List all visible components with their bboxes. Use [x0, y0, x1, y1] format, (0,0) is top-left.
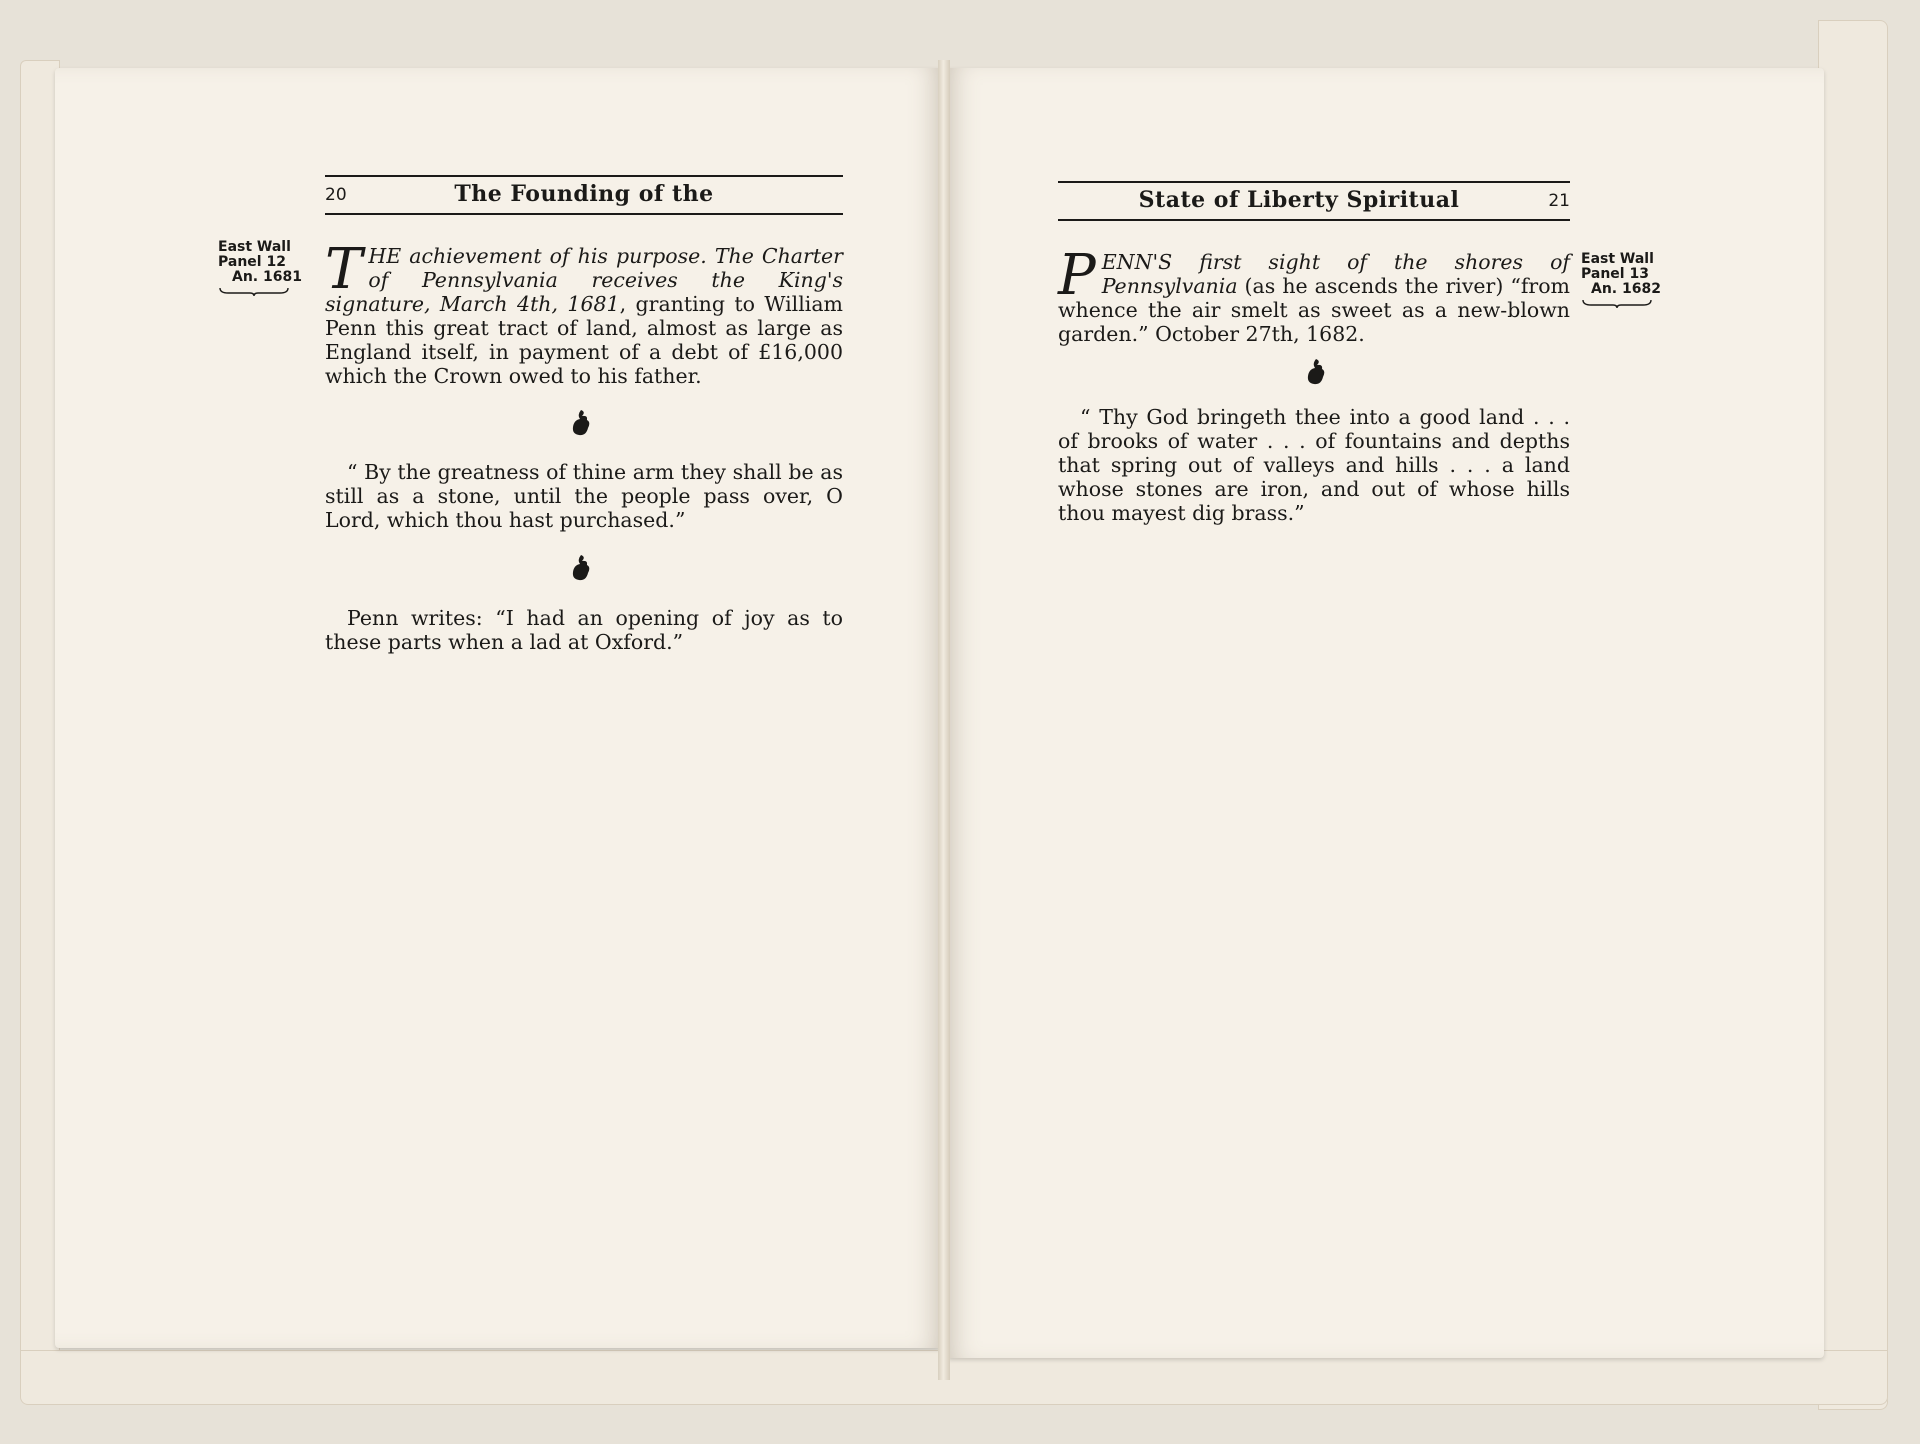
- left-scripture-quote: “ By the greatness of thine arm they shall be as still as a stone, until the people pass over, O Lord, which thou hast purchased.”: [325, 460, 843, 532]
- left-folio: 20: [325, 185, 347, 205]
- left-note-year: An. 1681: [232, 269, 302, 285]
- left-page-edge: [20, 60, 60, 1370]
- brace-icon: [218, 287, 290, 297]
- right-body-paragraph: [1058, 243, 1570, 346]
- fleuron-icon: [1305, 357, 1327, 387]
- right-body-italic: ENN'S first sight of the shores of Pennsylvania: [1101, 250, 1570, 298]
- fleuron-icon: [570, 408, 592, 438]
- left-note-panel: Panel 12: [218, 254, 286, 270]
- left-note-wall: East Wall: [218, 239, 291, 255]
- right-running-head: [1058, 181, 1570, 221]
- left-running-head: [325, 175, 843, 215]
- right-folio: 21: [1548, 191, 1570, 211]
- book-gutter: [938, 60, 950, 1380]
- right-note-panel: Panel 13: [1581, 266, 1649, 282]
- left-body-italic: HE achievement of his purpose. The Charter of Pennsylvania receives the King's signature, March 4th, 1681: [325, 244, 843, 316]
- bottom-page-edge: [20, 1350, 1888, 1405]
- left-body-roman: , granting to William Penn this great tract of land, almost as large as England itself, in payment of a debt of £16,000 which the Crown owed to his father.: [325, 292, 843, 388]
- fleuron-icon: [570, 553, 592, 583]
- right-scripture-quote: “ Thy God bringeth thee into a good land . . . of brooks of water . . . of fountains and depths that spring out of valleys and hills . . . a land whose stones are iron, and out of whose hills thou mayest dig brass.”: [1058, 405, 1570, 525]
- right-dropcap: P: [1058, 243, 1096, 308]
- right-body-roman: (as he ascends the river) “from whence the air smelt as sweet as a new-blown garden.” October 27th, 1682.: [1058, 274, 1570, 346]
- left-margin-note: [218, 240, 302, 297]
- left-body-paragraph: [325, 237, 843, 388]
- left-penn-quote: Penn writes: “I had an opening of joy as to these parts when a lad at Oxford.”: [325, 606, 843, 654]
- right-note-year: An. 1682: [1591, 281, 1661, 297]
- right-page-edge: [1818, 20, 1888, 1410]
- right-margin-note: [1581, 252, 1661, 309]
- left-running-title: The Founding of the: [454, 181, 714, 207]
- right-running-title: State of Liberty Spiritual: [1138, 187, 1460, 213]
- right-note-wall: East Wall: [1581, 251, 1654, 267]
- brace-icon: [1581, 299, 1653, 309]
- left-dropcap: T: [325, 237, 363, 302]
